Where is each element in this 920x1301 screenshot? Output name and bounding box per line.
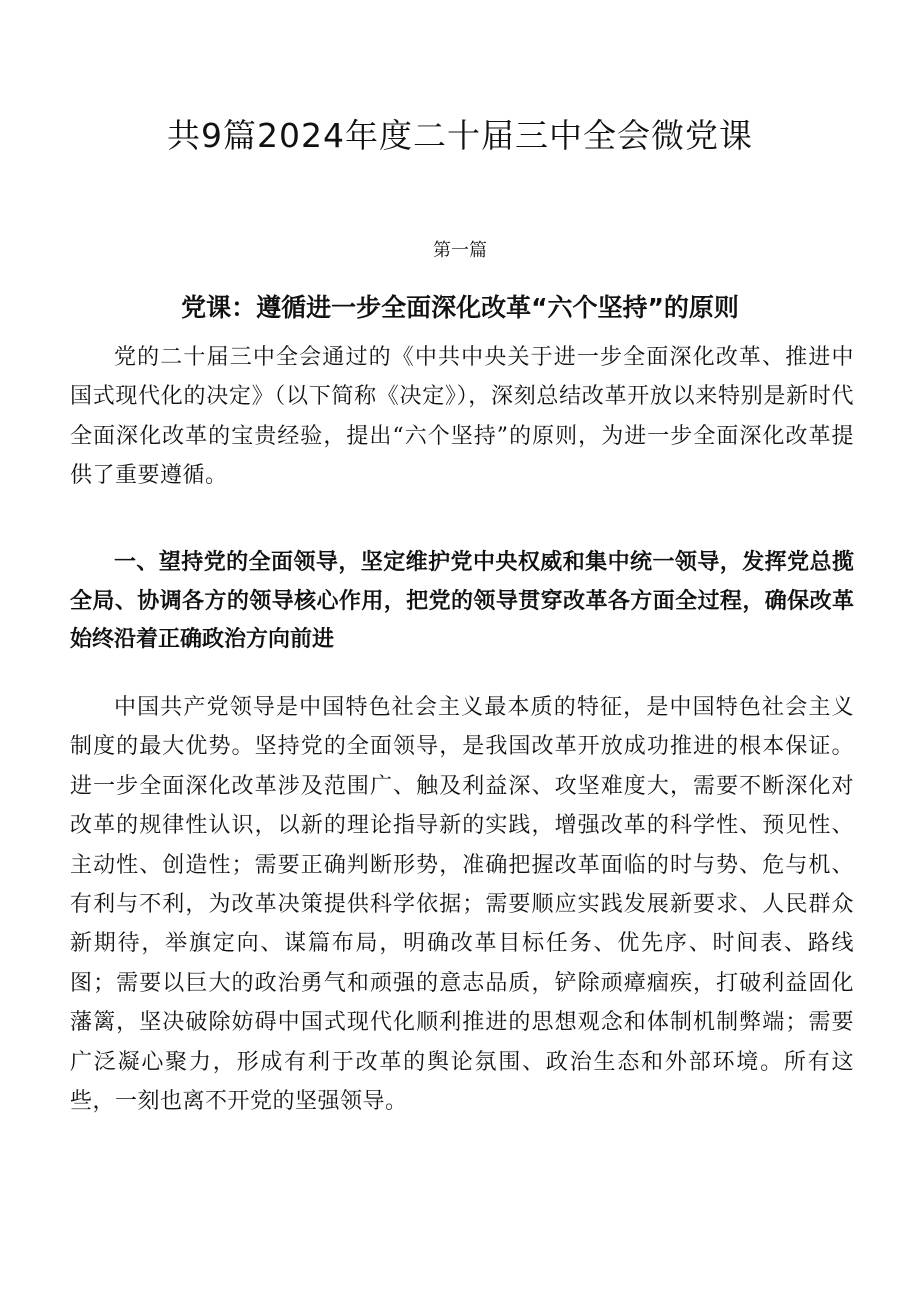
section-label: 第一篇 [433,240,487,261]
document-title: 共9篇2024年度二十届三中全会微党课 [167,116,753,155]
intro-paragraph: 党的二十届三中全会通过的《中共中央关于进一步全面深化改革、推进中国式现代化的决定》（以下简称《决定》），深刻总结改革开放以来特别是新时代全面深化改革的宝贵经验，提出“六个坚持”的原则，为进一步全面深化改革提供了重要遵循。 [70,345,854,489]
lecture-subtitle: 党课：遵循进一步全面深化改革“六个坚持”的原则 [181,293,739,322]
section-heading-one: 一、望持党的全面领导，坚定维护党中央权威和集中统一领导，发挥党总揽全局、协调各方的领导核心作用，把党的领导贯穿改革各方面全过程，确保改革始终沿着正确政治方向前进 [70,550,854,652]
body-paragraph: 中国共产党领导是中国特色社会主义最本质的特征，是中国特色社会主义制度的最大优势。坚持党的全面领导，是我国改革开放成功推进的根本保证。进一步全面深化改革涉及范围广、触及利益深、攻坚难度大，需要不断深化对改革的规律性认识，以新的理论指导新的实践，增强改革的科学性、预见性、主动性、创造性；需要正确判断形势，准确把握改革面临的时与势、危与机、有利与不利，为改革决策提供科学依据；需要顺应实践发展新要求、人民群众新期待，举旗定向、谋篇布局，明确改革目标任务、优先序、时间表、路线图；需要以巨大的政治勇气和顽强的意志品质，铲除顽瘴痼疾，打破利益固化藩篱，坚决破除妨碍中国式现代化顺利推进的思想观念和体制机制弊端；需要广泛凝心聚力，形成有利于改革的舆论氛围、政治生态和外部环境。所有这些，一刻也离不开党的坚强领导。 [70,695,854,1115]
